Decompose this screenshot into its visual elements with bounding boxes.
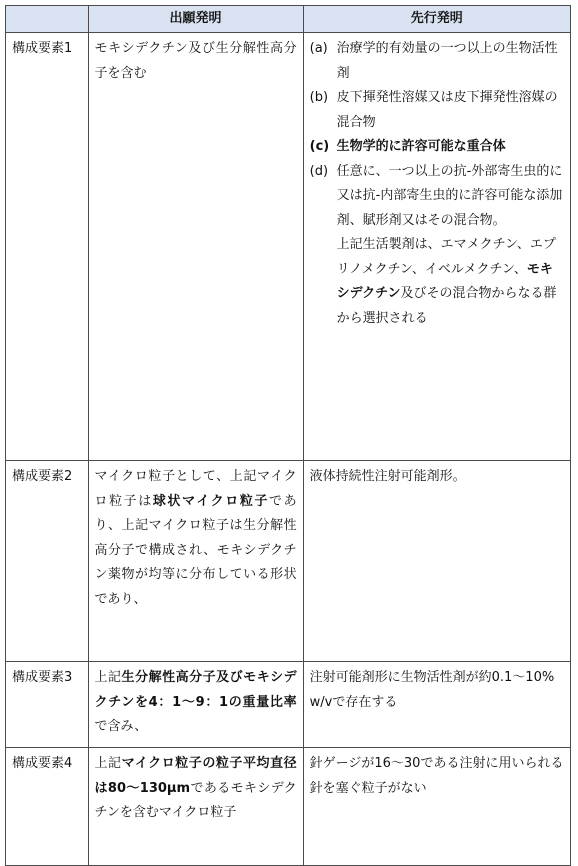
item-text: 治療学的有効量の一つ以上の生物活性剤	[336, 41, 558, 81]
item-text: 生物学的に許容可能な重合体	[336, 139, 506, 154]
prior-art-cell	[303, 33, 570, 461]
invention-text-bold: 球状マイクロ粒子	[152, 493, 270, 509]
invention-text: 上記	[94, 756, 122, 771]
note-text-bold: モキシデクチン	[336, 261, 553, 301]
item-marker: (d)	[309, 163, 329, 179]
prior-item	[310, 135, 564, 160]
prior-text: 針ゲージが16〜30である注射に用いられる針を塞ぐ粒子がない	[309, 756, 564, 796]
prior-note	[310, 233, 564, 331]
item-marker: (b)	[309, 90, 329, 105]
invention-text: マイクロ粒子として、上記マイクロ粒子は	[94, 469, 297, 509]
row-label: 構成要素1	[6, 33, 89, 461]
table-row	[6, 33, 571, 461]
header-prior-invention: 先行発明	[303, 6, 570, 33]
invention-text: 上記	[94, 670, 122, 685]
prior-text: 注射可能剤形に生物活性剤が約0.1〜10%w/vで存在する	[309, 670, 555, 710]
prior-item	[310, 86, 564, 135]
prior-text: 液体持続性注射可能剤形。	[309, 469, 466, 484]
invention-cell	[88, 748, 303, 866]
header-application-invention: 出願発明	[88, 6, 303, 33]
note-text: 及びその混合物からなる群から選択される	[336, 286, 557, 326]
invention-text-bold: 生分解性高分子及びモキシデクチンを4：1〜9：1の重量比率	[94, 670, 297, 710]
prior-art-cell	[303, 461, 570, 662]
table-row	[6, 662, 571, 748]
invention-text: であるモキシデクチンを含むマイクロ粒子	[94, 780, 297, 820]
header-row	[6, 6, 571, 33]
note-text: 上記生活製剤は、エマメクチン、エプリノメクチン、イベルメクチン、	[336, 237, 556, 277]
invention-text: で含み、	[94, 719, 148, 734]
item-marker: (a)	[309, 41, 328, 56]
table-row	[6, 748, 571, 866]
prior-item	[310, 160, 564, 234]
table-row	[6, 461, 571, 662]
prior-item	[310, 37, 564, 86]
invention-cell	[88, 461, 303, 662]
invention-text-bold: マイクロ粒子の粒子平均直径は80〜130μm	[94, 756, 297, 796]
invention-text: であり、上記マイクロ粒子は生分解性高分子で構成され、モキシデクチン薬物が均等に分布している形状であり、	[94, 493, 297, 607]
row-label: 構成要素3	[6, 662, 89, 748]
prior-art-cell	[303, 662, 570, 748]
item-text: 皮下揮発性溶媒又は皮下揮発性溶媒の混合物	[336, 90, 558, 130]
row-label: 構成要素4	[6, 748, 89, 866]
row-label: 構成要素2	[6, 461, 89, 662]
invention-cell	[88, 662, 303, 748]
header-empty	[6, 6, 89, 33]
prior-art-cell	[303, 748, 570, 866]
invention-text: モキシデクチン及び生分解性高分子を含む	[94, 41, 297, 81]
item-marker: (c)	[309, 139, 330, 154]
item-text: 任意に、一つ以上の抗-外部寄生虫的に又は抗-内部寄生虫的に許容可能な添加剤、賦形剤又はその混合物。	[336, 163, 563, 228]
invention-cell	[88, 33, 303, 461]
comparison-table	[5, 5, 571, 866]
